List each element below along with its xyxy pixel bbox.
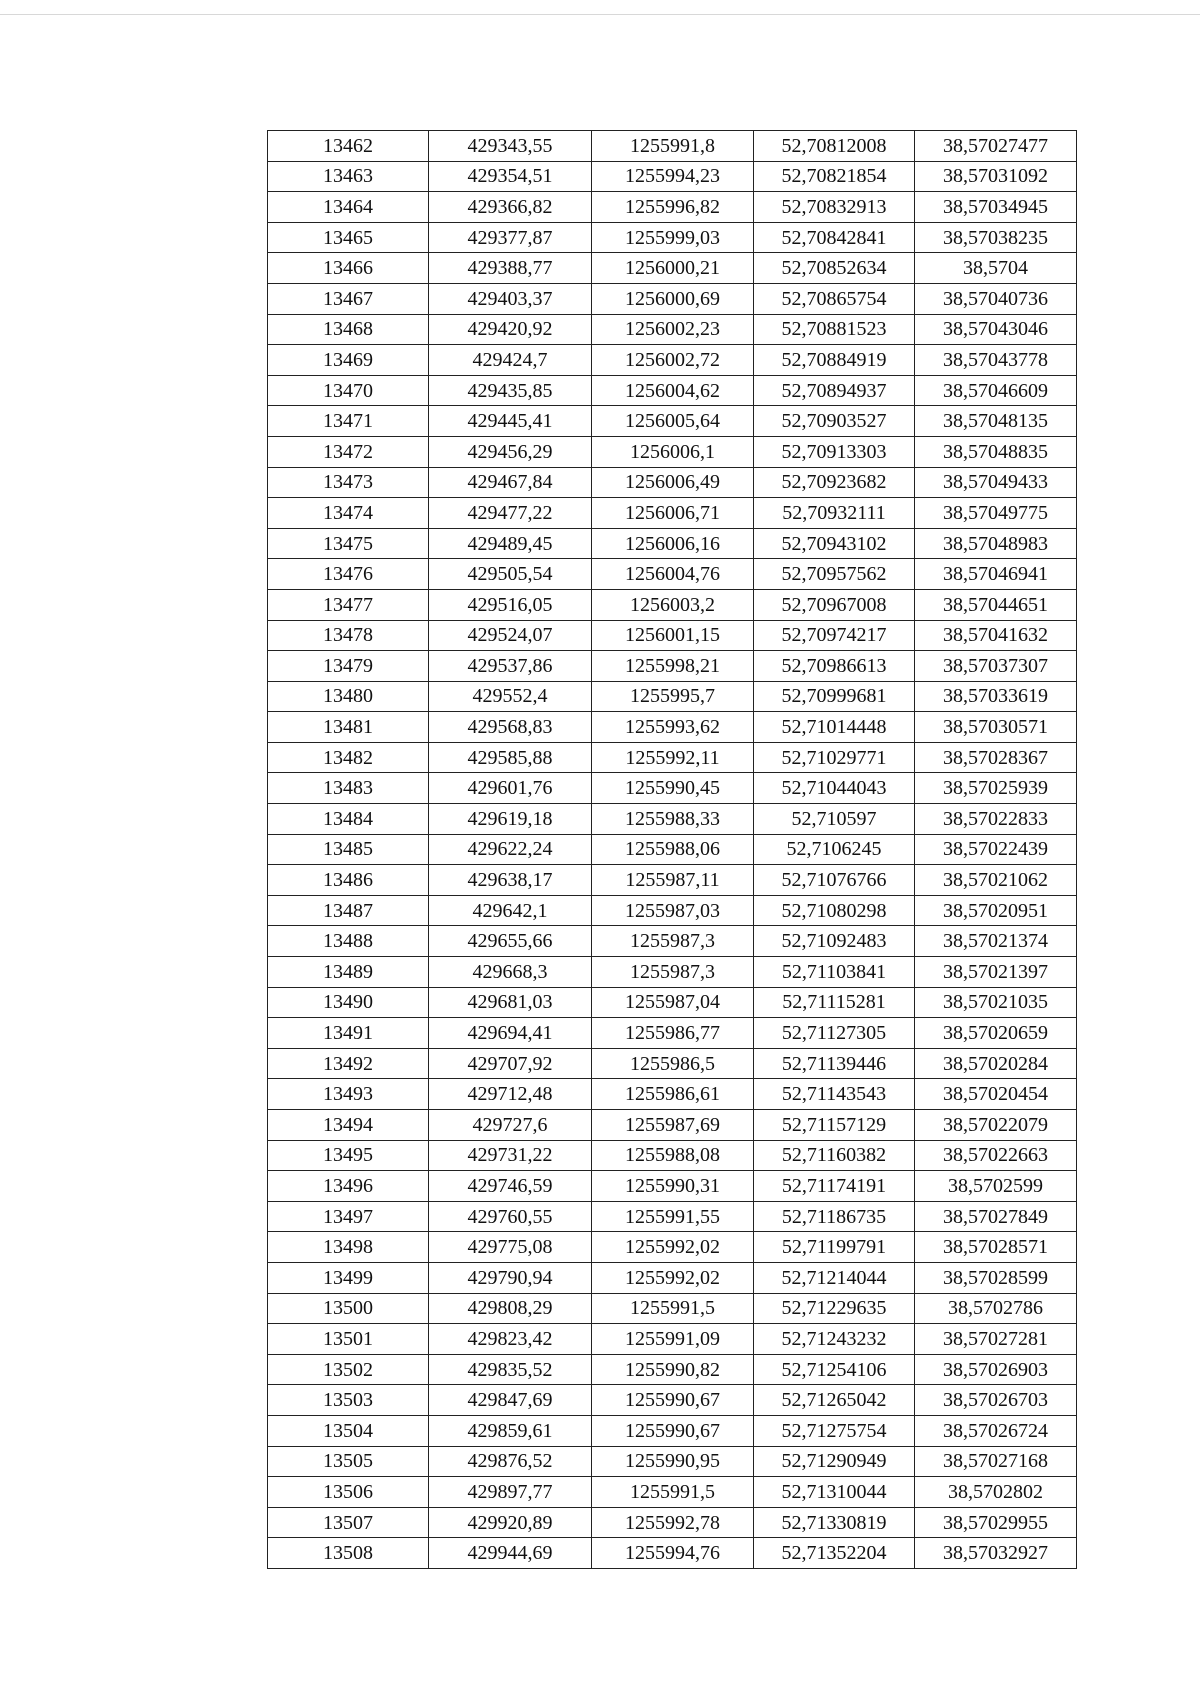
table-row	[268, 957, 1077, 988]
longitude-cell: 38,57038235	[915, 222, 1077, 253]
table-row	[268, 1293, 1077, 1324]
x-coordinate-cell: 429712,48	[429, 1079, 592, 1110]
latitude-cell: 52,71254106	[754, 1354, 915, 1385]
x-coordinate-cell: 429944,69	[429, 1538, 592, 1569]
y-coordinate-cell: 1256006,71	[592, 498, 754, 529]
point-number-cell: 13495	[268, 1140, 429, 1171]
latitude-cell: 52,70832913	[754, 192, 915, 223]
longitude-cell: 38,57031092	[915, 161, 1077, 192]
point-number-cell: 13467	[268, 283, 429, 314]
x-coordinate-cell: 429876,52	[429, 1446, 592, 1477]
table-row	[268, 345, 1077, 376]
x-coordinate-cell: 429859,61	[429, 1415, 592, 1446]
longitude-cell: 38,57022439	[915, 834, 1077, 865]
longitude-cell: 38,57020951	[915, 895, 1077, 926]
point-number-cell: 13493	[268, 1079, 429, 1110]
latitude-cell: 52,70923682	[754, 467, 915, 498]
latitude-cell: 52,71243232	[754, 1324, 915, 1355]
y-coordinate-cell: 1256004,62	[592, 375, 754, 406]
table-row	[268, 1140, 1077, 1171]
point-number-cell: 13501	[268, 1324, 429, 1355]
longitude-cell: 38,57048983	[915, 528, 1077, 559]
table-row	[268, 467, 1077, 498]
y-coordinate-cell: 1255992,02	[592, 1232, 754, 1263]
longitude-cell: 38,57041632	[915, 620, 1077, 651]
x-coordinate-cell: 429568,83	[429, 712, 592, 743]
x-coordinate-cell: 429642,1	[429, 895, 592, 926]
x-coordinate-cell: 429420,92	[429, 314, 592, 345]
y-coordinate-cell: 1255998,21	[592, 651, 754, 682]
y-coordinate-cell: 1256001,15	[592, 620, 754, 651]
latitude-cell: 52,7106245	[754, 834, 915, 865]
longitude-cell: 38,57028599	[915, 1262, 1077, 1293]
x-coordinate-cell: 429343,55	[429, 131, 592, 162]
latitude-cell: 52,71214044	[754, 1262, 915, 1293]
table-row	[268, 1262, 1077, 1293]
point-number-cell: 13462	[268, 131, 429, 162]
table-row	[268, 1324, 1077, 1355]
table-row	[268, 1446, 1077, 1477]
x-coordinate-cell: 429655,66	[429, 926, 592, 957]
x-coordinate-cell: 429897,77	[429, 1477, 592, 1508]
longitude-cell: 38,5702786	[915, 1293, 1077, 1324]
x-coordinate-cell: 429516,05	[429, 589, 592, 620]
y-coordinate-cell: 1255992,78	[592, 1507, 754, 1538]
y-coordinate-cell: 1255987,04	[592, 987, 754, 1018]
point-number-cell: 13502	[268, 1354, 429, 1385]
scan-edge-line	[0, 14, 1200, 15]
point-number-cell: 13463	[268, 161, 429, 192]
longitude-cell: 38,57040736	[915, 283, 1077, 314]
latitude-cell: 52,710597	[754, 804, 915, 835]
table-row	[268, 375, 1077, 406]
latitude-cell: 52,71352204	[754, 1538, 915, 1569]
point-number-cell: 13470	[268, 375, 429, 406]
y-coordinate-cell: 1255986,5	[592, 1048, 754, 1079]
table-row	[268, 131, 1077, 162]
table-row	[268, 192, 1077, 223]
y-coordinate-cell: 1256006,1	[592, 436, 754, 467]
x-coordinate-cell: 429585,88	[429, 742, 592, 773]
point-number-cell: 13476	[268, 559, 429, 590]
y-coordinate-cell: 1255991,09	[592, 1324, 754, 1355]
latitude-cell: 52,70894937	[754, 375, 915, 406]
x-coordinate-cell: 429790,94	[429, 1262, 592, 1293]
y-coordinate-cell: 1256002,72	[592, 345, 754, 376]
y-coordinate-cell: 1255991,5	[592, 1477, 754, 1508]
table-row	[268, 712, 1077, 743]
point-number-cell: 13497	[268, 1201, 429, 1232]
y-coordinate-cell: 1255992,02	[592, 1262, 754, 1293]
latitude-cell: 52,70812008	[754, 131, 915, 162]
x-coordinate-cell: 429746,59	[429, 1171, 592, 1202]
longitude-cell: 38,5704	[915, 253, 1077, 284]
longitude-cell: 38,57021397	[915, 957, 1077, 988]
latitude-cell: 52,71290949	[754, 1446, 915, 1477]
latitude-cell: 52,71127305	[754, 1018, 915, 1049]
point-number-cell: 13464	[268, 192, 429, 223]
point-number-cell: 13505	[268, 1446, 429, 1477]
y-coordinate-cell: 1255992,11	[592, 742, 754, 773]
table-row	[268, 1385, 1077, 1416]
point-number-cell: 13474	[268, 498, 429, 529]
table-row	[268, 1415, 1077, 1446]
longitude-cell: 38,57048135	[915, 406, 1077, 437]
table-row	[268, 1507, 1077, 1538]
point-number-cell: 13469	[268, 345, 429, 376]
table-row	[268, 1110, 1077, 1141]
y-coordinate-cell: 1255990,82	[592, 1354, 754, 1385]
y-coordinate-cell: 1255995,7	[592, 681, 754, 712]
y-coordinate-cell: 1255994,76	[592, 1538, 754, 1569]
longitude-cell: 38,57027849	[915, 1201, 1077, 1232]
point-number-cell: 13496	[268, 1171, 429, 1202]
table-row	[268, 1201, 1077, 1232]
y-coordinate-cell: 1255990,95	[592, 1446, 754, 1477]
longitude-cell: 38,57027477	[915, 131, 1077, 162]
x-coordinate-cell: 429619,18	[429, 804, 592, 835]
table-row	[268, 528, 1077, 559]
y-coordinate-cell: 1255988,33	[592, 804, 754, 835]
x-coordinate-cell: 429388,77	[429, 253, 592, 284]
longitude-cell: 38,57046941	[915, 559, 1077, 590]
latitude-cell: 52,71076766	[754, 865, 915, 896]
point-number-cell: 13504	[268, 1415, 429, 1446]
table-row	[268, 1079, 1077, 1110]
latitude-cell: 52,71080298	[754, 895, 915, 926]
point-number-cell: 13485	[268, 834, 429, 865]
y-coordinate-cell: 1255986,61	[592, 1079, 754, 1110]
y-coordinate-cell: 1255987,11	[592, 865, 754, 896]
point-number-cell: 13494	[268, 1110, 429, 1141]
y-coordinate-cell: 1256005,64	[592, 406, 754, 437]
table-row	[268, 620, 1077, 651]
latitude-cell: 52,71103841	[754, 957, 915, 988]
longitude-cell: 38,57026724	[915, 1415, 1077, 1446]
x-coordinate-cell: 429638,17	[429, 865, 592, 896]
table-row	[268, 987, 1077, 1018]
y-coordinate-cell: 1255990,45	[592, 773, 754, 804]
latitude-cell: 52,71157129	[754, 1110, 915, 1141]
longitude-cell: 38,57020284	[915, 1048, 1077, 1079]
x-coordinate-cell: 429537,86	[429, 651, 592, 682]
point-number-cell: 13468	[268, 314, 429, 345]
latitude-cell: 52,70986613	[754, 651, 915, 682]
longitude-cell: 38,57029955	[915, 1507, 1077, 1538]
x-coordinate-cell: 429823,42	[429, 1324, 592, 1355]
x-coordinate-cell: 429707,92	[429, 1048, 592, 1079]
x-coordinate-cell: 429424,7	[429, 345, 592, 376]
table-row	[268, 834, 1077, 865]
x-coordinate-cell: 429435,85	[429, 375, 592, 406]
y-coordinate-cell: 1255987,03	[592, 895, 754, 926]
longitude-cell: 38,57048835	[915, 436, 1077, 467]
point-number-cell: 13507	[268, 1507, 429, 1538]
longitude-cell: 38,57028367	[915, 742, 1077, 773]
point-number-cell: 13503	[268, 1385, 429, 1416]
longitude-cell: 38,57022833	[915, 804, 1077, 835]
y-coordinate-cell: 1255991,5	[592, 1293, 754, 1324]
table-row	[268, 1232, 1077, 1263]
point-number-cell: 13492	[268, 1048, 429, 1079]
longitude-cell: 38,57025939	[915, 773, 1077, 804]
x-coordinate-cell: 429354,51	[429, 161, 592, 192]
latitude-cell: 52,70932111	[754, 498, 915, 529]
point-number-cell: 13491	[268, 1018, 429, 1049]
table-row	[268, 161, 1077, 192]
table-row	[268, 559, 1077, 590]
latitude-cell: 52,71199791	[754, 1232, 915, 1263]
table-row	[268, 406, 1077, 437]
longitude-cell: 38,57043778	[915, 345, 1077, 376]
point-number-cell: 13488	[268, 926, 429, 957]
y-coordinate-cell: 1256000,21	[592, 253, 754, 284]
y-coordinate-cell: 1255987,3	[592, 926, 754, 957]
y-coordinate-cell: 1255990,67	[592, 1385, 754, 1416]
x-coordinate-cell: 429808,29	[429, 1293, 592, 1324]
y-coordinate-cell: 1256003,2	[592, 589, 754, 620]
longitude-cell: 38,57044651	[915, 589, 1077, 620]
longitude-cell: 38,57021374	[915, 926, 1077, 957]
latitude-cell: 52,70842841	[754, 222, 915, 253]
point-number-cell: 13473	[268, 467, 429, 498]
y-coordinate-cell: 1255990,31	[592, 1171, 754, 1202]
latitude-cell: 52,70967008	[754, 589, 915, 620]
latitude-cell: 52,70821854	[754, 161, 915, 192]
longitude-cell: 38,5702599	[915, 1171, 1077, 1202]
x-coordinate-cell: 429445,41	[429, 406, 592, 437]
point-number-cell: 13480	[268, 681, 429, 712]
point-number-cell: 13481	[268, 712, 429, 743]
point-number-cell: 13508	[268, 1538, 429, 1569]
longitude-cell: 38,57046609	[915, 375, 1077, 406]
table-row	[268, 773, 1077, 804]
x-coordinate-cell: 429760,55	[429, 1201, 592, 1232]
y-coordinate-cell: 1256006,49	[592, 467, 754, 498]
x-coordinate-cell: 429694,41	[429, 1018, 592, 1049]
x-coordinate-cell: 429731,22	[429, 1140, 592, 1171]
table-row	[268, 253, 1077, 284]
table-row	[268, 926, 1077, 957]
longitude-cell: 38,57043046	[915, 314, 1077, 345]
table-row	[268, 589, 1077, 620]
longitude-cell: 38,57026903	[915, 1354, 1077, 1385]
point-number-cell: 13465	[268, 222, 429, 253]
table-row	[268, 1018, 1077, 1049]
latitude-cell: 52,70852634	[754, 253, 915, 284]
x-coordinate-cell: 429366,82	[429, 192, 592, 223]
latitude-cell: 52,71115281	[754, 987, 915, 1018]
table-row	[268, 1171, 1077, 1202]
x-coordinate-cell: 429489,45	[429, 528, 592, 559]
table-row	[268, 804, 1077, 835]
x-coordinate-cell: 429524,07	[429, 620, 592, 651]
table-row	[268, 651, 1077, 682]
x-coordinate-cell: 429552,4	[429, 681, 592, 712]
y-coordinate-cell: 1255994,23	[592, 161, 754, 192]
y-coordinate-cell: 1255991,8	[592, 131, 754, 162]
table-row	[268, 222, 1077, 253]
point-number-cell: 13506	[268, 1477, 429, 1508]
y-coordinate-cell: 1255988,08	[592, 1140, 754, 1171]
table-row	[268, 742, 1077, 773]
x-coordinate-cell: 429775,08	[429, 1232, 592, 1263]
point-number-cell: 13482	[268, 742, 429, 773]
point-number-cell: 13500	[268, 1293, 429, 1324]
x-coordinate-cell: 429403,37	[429, 283, 592, 314]
latitude-cell: 52,71014448	[754, 712, 915, 743]
longitude-cell: 38,57027281	[915, 1324, 1077, 1355]
latitude-cell: 52,71160382	[754, 1140, 915, 1171]
coordinate-table-body	[268, 131, 1077, 1569]
point-number-cell: 13498	[268, 1232, 429, 1263]
y-coordinate-cell: 1256004,76	[592, 559, 754, 590]
latitude-cell: 52,70881523	[754, 314, 915, 345]
point-number-cell: 13478	[268, 620, 429, 651]
latitude-cell: 52,71310044	[754, 1477, 915, 1508]
latitude-cell: 52,71174191	[754, 1171, 915, 1202]
table-row	[268, 1538, 1077, 1569]
latitude-cell: 52,70913303	[754, 436, 915, 467]
table-row	[268, 283, 1077, 314]
y-coordinate-cell: 1256002,23	[592, 314, 754, 345]
x-coordinate-cell: 429505,54	[429, 559, 592, 590]
y-coordinate-cell: 1255986,77	[592, 1018, 754, 1049]
longitude-cell: 38,57020454	[915, 1079, 1077, 1110]
point-number-cell: 13483	[268, 773, 429, 804]
longitude-cell: 38,57022079	[915, 1110, 1077, 1141]
latitude-cell: 52,71143543	[754, 1079, 915, 1110]
longitude-cell: 38,57049775	[915, 498, 1077, 529]
x-coordinate-cell: 429920,89	[429, 1507, 592, 1538]
longitude-cell: 38,57028571	[915, 1232, 1077, 1263]
x-coordinate-cell: 429456,29	[429, 436, 592, 467]
x-coordinate-cell: 429835,52	[429, 1354, 592, 1385]
latitude-cell: 52,70999681	[754, 681, 915, 712]
table-row	[268, 498, 1077, 529]
longitude-cell: 38,57022663	[915, 1140, 1077, 1171]
y-coordinate-cell: 1255987,3	[592, 957, 754, 988]
point-number-cell: 13475	[268, 528, 429, 559]
longitude-cell: 38,57033619	[915, 681, 1077, 712]
longitude-cell: 38,57034945	[915, 192, 1077, 223]
y-coordinate-cell: 1255993,62	[592, 712, 754, 743]
latitude-cell: 52,71044043	[754, 773, 915, 804]
longitude-cell: 38,57032927	[915, 1538, 1077, 1569]
table-row	[268, 1048, 1077, 1079]
x-coordinate-cell: 429467,84	[429, 467, 592, 498]
longitude-cell: 38,57049433	[915, 467, 1077, 498]
longitude-cell: 38,57037307	[915, 651, 1077, 682]
latitude-cell: 52,71139446	[754, 1048, 915, 1079]
x-coordinate-cell: 429601,76	[429, 773, 592, 804]
latitude-cell: 52,71275754	[754, 1415, 915, 1446]
point-number-cell: 13477	[268, 589, 429, 620]
longitude-cell: 38,57027168	[915, 1446, 1077, 1477]
point-number-cell: 13471	[268, 406, 429, 437]
latitude-cell: 52,71265042	[754, 1385, 915, 1416]
y-coordinate-cell: 1255990,67	[592, 1415, 754, 1446]
longitude-cell: 38,57021035	[915, 987, 1077, 1018]
y-coordinate-cell: 1255991,55	[592, 1201, 754, 1232]
point-number-cell: 13489	[268, 957, 429, 988]
y-coordinate-cell: 1256000,69	[592, 283, 754, 314]
latitude-cell: 52,71029771	[754, 742, 915, 773]
latitude-cell: 52,70903527	[754, 406, 915, 437]
table-row	[268, 314, 1077, 345]
x-coordinate-cell: 429377,87	[429, 222, 592, 253]
coordinate-table	[267, 130, 1077, 1569]
point-number-cell: 13490	[268, 987, 429, 1018]
table-row	[268, 1477, 1077, 1508]
x-coordinate-cell: 429727,6	[429, 1110, 592, 1141]
y-coordinate-cell: 1255987,69	[592, 1110, 754, 1141]
longitude-cell: 38,57030571	[915, 712, 1077, 743]
y-coordinate-cell: 1255996,82	[592, 192, 754, 223]
point-number-cell: 13487	[268, 895, 429, 926]
latitude-cell: 52,70943102	[754, 528, 915, 559]
latitude-cell: 52,70957562	[754, 559, 915, 590]
y-coordinate-cell: 1255999,03	[592, 222, 754, 253]
y-coordinate-cell: 1255988,06	[592, 834, 754, 865]
x-coordinate-cell: 429681,03	[429, 987, 592, 1018]
table-row	[268, 436, 1077, 467]
longitude-cell: 38,57026703	[915, 1385, 1077, 1416]
table-row	[268, 1354, 1077, 1385]
latitude-cell: 52,71330819	[754, 1507, 915, 1538]
x-coordinate-cell: 429622,24	[429, 834, 592, 865]
x-coordinate-cell: 429668,3	[429, 957, 592, 988]
x-coordinate-cell: 429847,69	[429, 1385, 592, 1416]
y-coordinate-cell: 1256006,16	[592, 528, 754, 559]
latitude-cell: 52,71186735	[754, 1201, 915, 1232]
point-number-cell: 13499	[268, 1262, 429, 1293]
point-number-cell: 13484	[268, 804, 429, 835]
point-number-cell: 13472	[268, 436, 429, 467]
latitude-cell: 52,71092483	[754, 926, 915, 957]
latitude-cell: 52,70974217	[754, 620, 915, 651]
longitude-cell: 38,57021062	[915, 865, 1077, 896]
point-number-cell: 13479	[268, 651, 429, 682]
table-row	[268, 865, 1077, 896]
point-number-cell: 13466	[268, 253, 429, 284]
x-coordinate-cell: 429477,22	[429, 498, 592, 529]
latitude-cell: 52,71229635	[754, 1293, 915, 1324]
table-row	[268, 895, 1077, 926]
point-number-cell: 13486	[268, 865, 429, 896]
latitude-cell: 52,70884919	[754, 345, 915, 376]
table-row	[268, 681, 1077, 712]
longitude-cell: 38,57020659	[915, 1018, 1077, 1049]
latitude-cell: 52,70865754	[754, 283, 915, 314]
document-page	[267, 130, 1071, 1569]
longitude-cell: 38,5702802	[915, 1477, 1077, 1508]
